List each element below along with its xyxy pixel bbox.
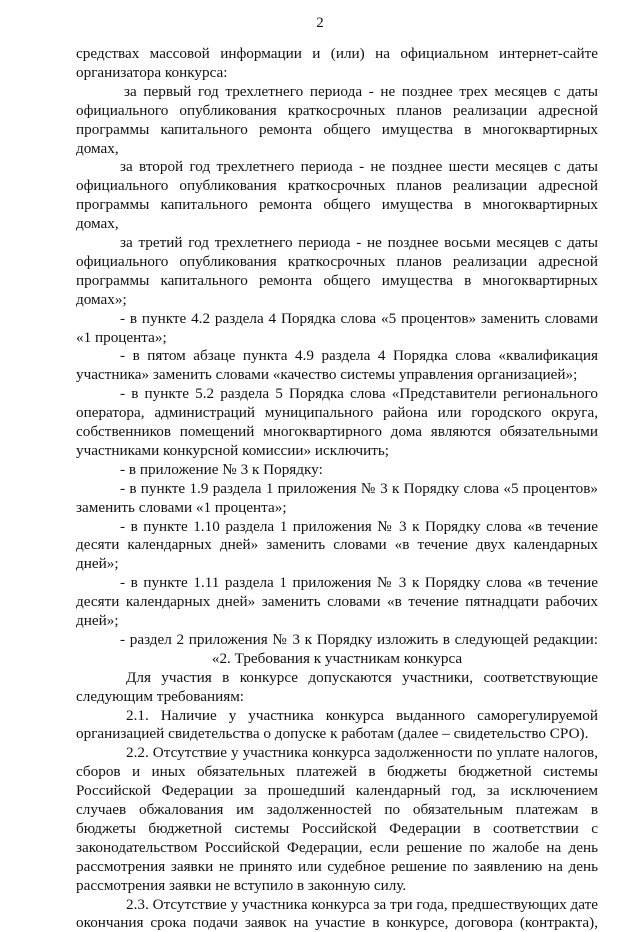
text-line: - в приложение № 3 к Порядку: <box>120 460 323 478</box>
text-line: официального опубликования краткосрочных планов реализации адресной <box>76 177 598 195</box>
text-line: программы капитального ремонта общего имущества в многоквартирных <box>76 196 598 214</box>
text-line: - в пункте 1.11 раздела 1 приложения № 3 к Порядку слова «в течение <box>120 574 598 592</box>
text-line: за первый год трехлетнего периода - не позднее трех месяцев с даты <box>124 82 598 100</box>
text-line: законодательством Российской Федерации, если решение по жалобе на день <box>76 838 598 856</box>
text-line: собственников помещений многоквартирного дома являются обязательными <box>76 423 598 440</box>
text-line: 2.1. Наличие у участника конкурса выданного саморегулируемой <box>126 706 598 724</box>
text-line: Для участия в конкурсе допускаются участники, соответствующие <box>126 668 598 686</box>
text-line: «1 процента»; <box>76 328 167 346</box>
text-line: домах, <box>76 215 119 233</box>
text-line: домах»; <box>76 290 127 308</box>
text-line: 2.3. Отсутствие у участника конкурса за три года, предшествующих дате <box>126 895 598 913</box>
text-line: рассмотрения заявки не принято или судебное решение по заявлению на день <box>76 857 598 875</box>
text-line: программы капитального ремонта общего имущества в многоквартирных <box>76 271 598 289</box>
text-line: окончания срока подачи заявок на участие в конкурсе, договора (контракта), <box>76 914 598 932</box>
text-line: - в пункте 1.10 раздела 1 приложения № 3 к Порядку слова «в течение <box>120 517 598 535</box>
text-line: Российской Федерации за прошедший календарный год, за исключением <box>76 782 598 800</box>
text-line: десяти календарных дней» заменить словами «в течение пятнадцати рабочих <box>76 593 598 611</box>
text-line: дней»; <box>76 612 119 629</box>
text-line: участниками конкурсной комиссии» исключить; <box>76 441 390 459</box>
text-line: рассмотрения заявки не вступило в законную силу. <box>76 876 407 894</box>
text-line: - раздел 2 приложения № 3 к Порядку изложить в следующей редакции: <box>120 630 598 648</box>
text-line: организацией свидетельства о допуске к работам (далее – свидетельство СРО). <box>76 725 589 743</box>
text-line: за второй год трехлетнего периода - не позднее шести месяцев с даты <box>120 158 598 176</box>
text-line: участника» заменить словами «качество системы управления организацией»; <box>76 366 578 384</box>
text-line: - в пункте 4.2 раздела 4 Порядка слова «5 процентов» заменить словами <box>120 309 598 327</box>
text-line: «2. Требования к участникам конкурса <box>211 649 463 667</box>
text-line: сборов и иных обязательных платежей в бюджеты бюджетной системы <box>76 763 598 781</box>
text-line: организатора конкурса: <box>76 63 228 81</box>
text-line: официального опубликования краткосрочных планов реализации адресной <box>76 252 598 270</box>
text-line: домах, <box>76 139 119 157</box>
text-line: заменить словами «1 процента»; <box>76 498 287 516</box>
text-line: случаев обжалования им задолженностей по обязательным платежам в <box>76 801 598 818</box>
text-line: программы капитального ремонта общего имущества в многоквартирных <box>76 120 598 138</box>
text-line: 2.2. Отсутствие у участника конкурса задолженности по уплате налогов, <box>126 744 598 762</box>
text-line: оператора, администраций муниципального района или городского округа, <box>76 404 598 422</box>
text-line: десяти календарных дней» заменить словами «в течение двух календарных <box>76 536 598 554</box>
text-line: бюджеты бюджетной системы Российской Федерации в соответствии с <box>76 819 598 837</box>
text-line: официального опубликования краткосрочных планов реализации адресной <box>76 101 598 119</box>
text-line: за третий год трехлетнего периода - не позднее восьми месяцев с даты <box>120 234 598 251</box>
text-line: - в пункте 5.2 раздела 5 Порядка слова «Представители регионального <box>120 385 598 403</box>
text-line: - в пункте 1.9 раздела 1 приложения № 3 к Порядку слова «5 процентов» <box>120 479 598 497</box>
text-line: дней»; <box>76 555 119 573</box>
text-line: - в пятом абзаце пункта 4.9 раздела 4 Порядка слова «квалификация <box>120 347 598 365</box>
text-line: следующим требованиям: <box>76 687 245 705</box>
text-line: средствах массовой информации и (или) на официальном интернет-сайте <box>76 45 598 62</box>
page-number: 2 <box>316 15 324 31</box>
